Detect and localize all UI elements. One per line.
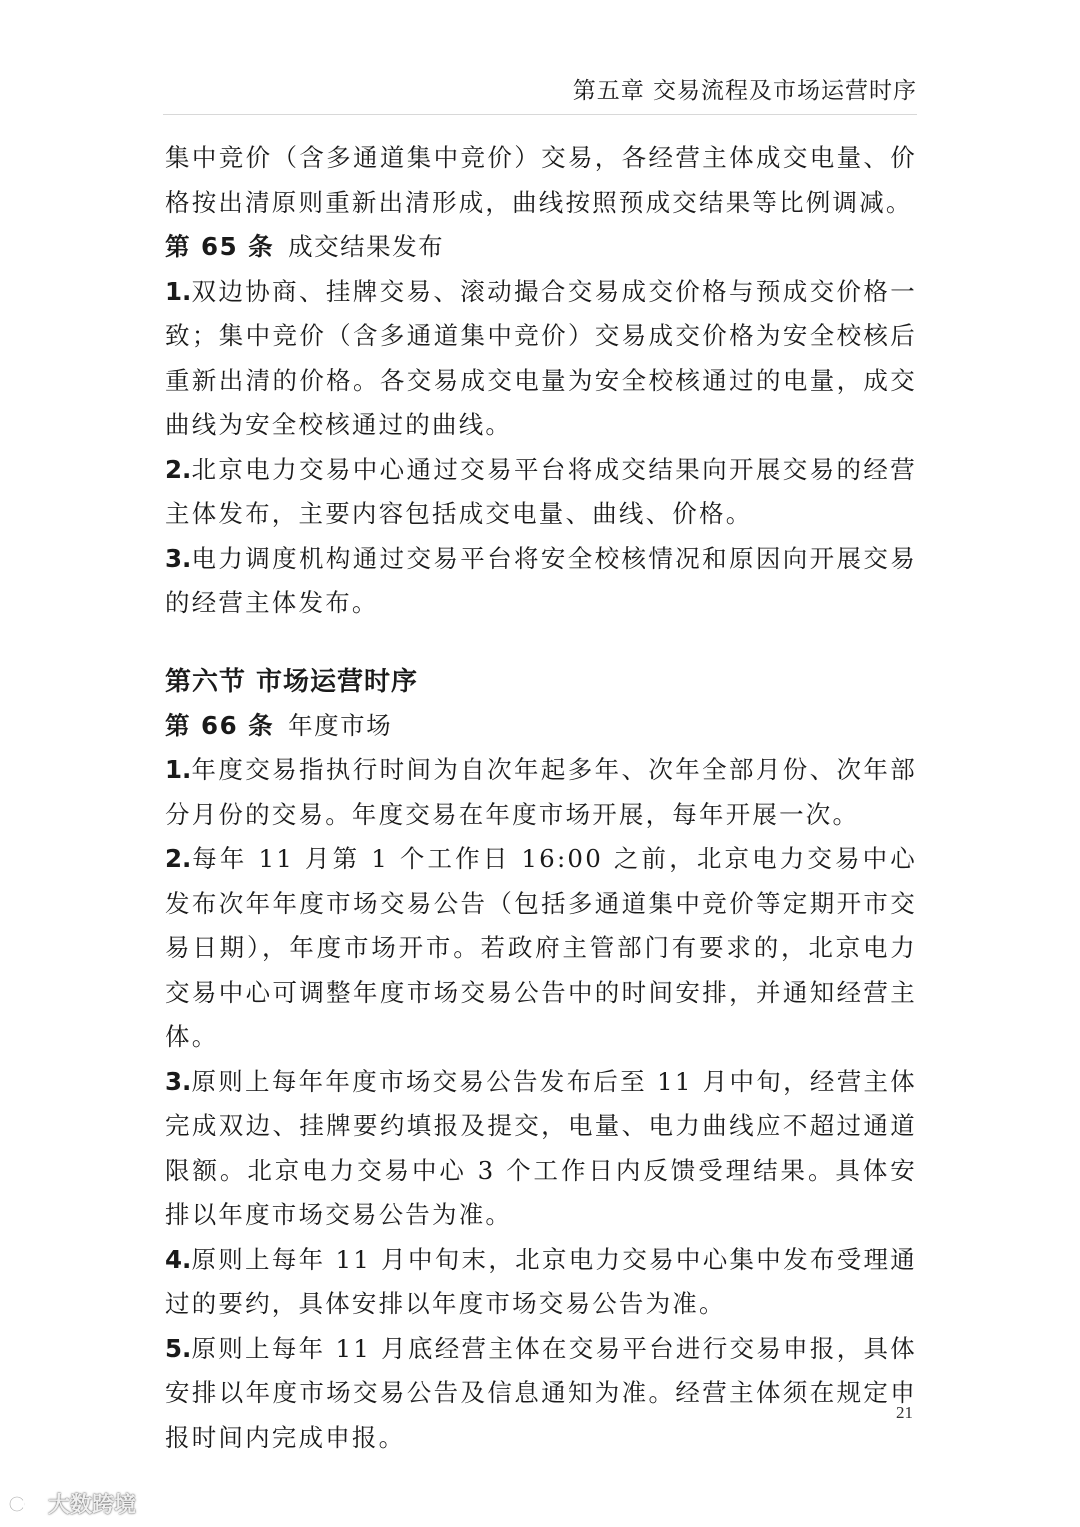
watermark-text: 大数跨境 xyxy=(48,1493,137,1518)
list-item xyxy=(165,537,917,626)
body-text xyxy=(165,136,917,1460)
article-number: 第 65 条 xyxy=(165,232,275,261)
item-text: 年度交易指执行时间为自次年起多年、次年全部月份、次年部分月份的交易。年度交易在年度市场开展，每年开展一次。 xyxy=(165,755,917,829)
page-number: 21 xyxy=(896,1403,913,1422)
list-item xyxy=(165,837,917,1060)
header-divider xyxy=(163,114,917,115)
list-item xyxy=(165,1327,917,1461)
brand-logo-icon xyxy=(8,1493,42,1515)
item-number: 3. xyxy=(165,543,192,573)
article-heading-65 xyxy=(165,225,917,270)
item-number: 2. xyxy=(165,844,192,873)
running-header: 第五章 交易流程及市场运营时序 xyxy=(572,78,917,104)
item-number: 2. xyxy=(165,454,192,484)
item-text: 每年 11 月第 1 个工作日 16:00 之前，北京电力交易中心发布次年年度市场交易公告（包括多通道集中竞价等定期开市交易日期），年度市场开市。若政府主管部门有要求的，北京电力交易中心可调整年度市场交易公告中的时间安排，并通知经营主体。 xyxy=(165,844,917,1051)
article-title: 年度市场 xyxy=(288,710,393,740)
section-title: 第六节 市场运营时序 xyxy=(165,666,419,697)
item-text: 原则上每年 11 月中旬末，北京电力交易中心集中发布受理通过的要约，具体安排以年度市场交易公告为准。 xyxy=(165,1244,917,1318)
article-number: 第 66 条 xyxy=(165,710,275,740)
item-number: 1. xyxy=(165,276,192,306)
item-text: 北京电力交易中心通过交易平台将成交结果向开展交易的经营主体发布，主要内容包括成交电量、曲线、价格。 xyxy=(165,454,917,528)
item-number: 3. xyxy=(165,1066,192,1096)
watermark xyxy=(8,1488,136,1519)
article-title: 成交结果发布 xyxy=(288,232,445,261)
list-item xyxy=(165,270,917,448)
list-item xyxy=(165,448,917,537)
paragraph-continuation: 集中竞价（含多通道集中竞价）交易，各经营主体成交电量、价格按出清原则重新出清形成，曲线按照预成交结果等比例调减。 xyxy=(165,143,917,217)
item-text: 原则上每年年度市场交易公告发布后至 11 月中旬，经营主体完成双边、挂牌要约填报及提交，电量、电力曲线应不超过通道限额。北京电力交易中心 3 个工作日内反馈受理结果。具体安排以年度市场交易公告为准。 xyxy=(165,1066,917,1229)
list-item xyxy=(165,748,917,837)
item-number: 5. xyxy=(165,1333,192,1363)
item-text: 原则上每年 11 月底经营主体在交易平台进行交易申报，具体安排以年度市场交易公告及信息通知为准。经营主体须在规定申报时间内完成申报。 xyxy=(165,1333,917,1452)
item-number: 4. xyxy=(165,1244,192,1274)
item-text: 双边协商、挂牌交易、滚动撮合交易成交价格与预成交价格一致；集中竞价（含多通道集中竞价）交易成交价格为安全校核后重新出清的价格。各交易成交电量为安全校核通过的电量，成交曲线为安全校核通过的曲线。 xyxy=(165,276,917,439)
list-item xyxy=(165,1060,917,1238)
list-item xyxy=(165,1238,917,1327)
item-number: 1. xyxy=(165,755,192,784)
article-heading-66 xyxy=(165,704,917,749)
item-text: 电力调度机构通过交易平台将安全校核情况和原因向开展交易的经营主体发布。 xyxy=(165,543,917,617)
